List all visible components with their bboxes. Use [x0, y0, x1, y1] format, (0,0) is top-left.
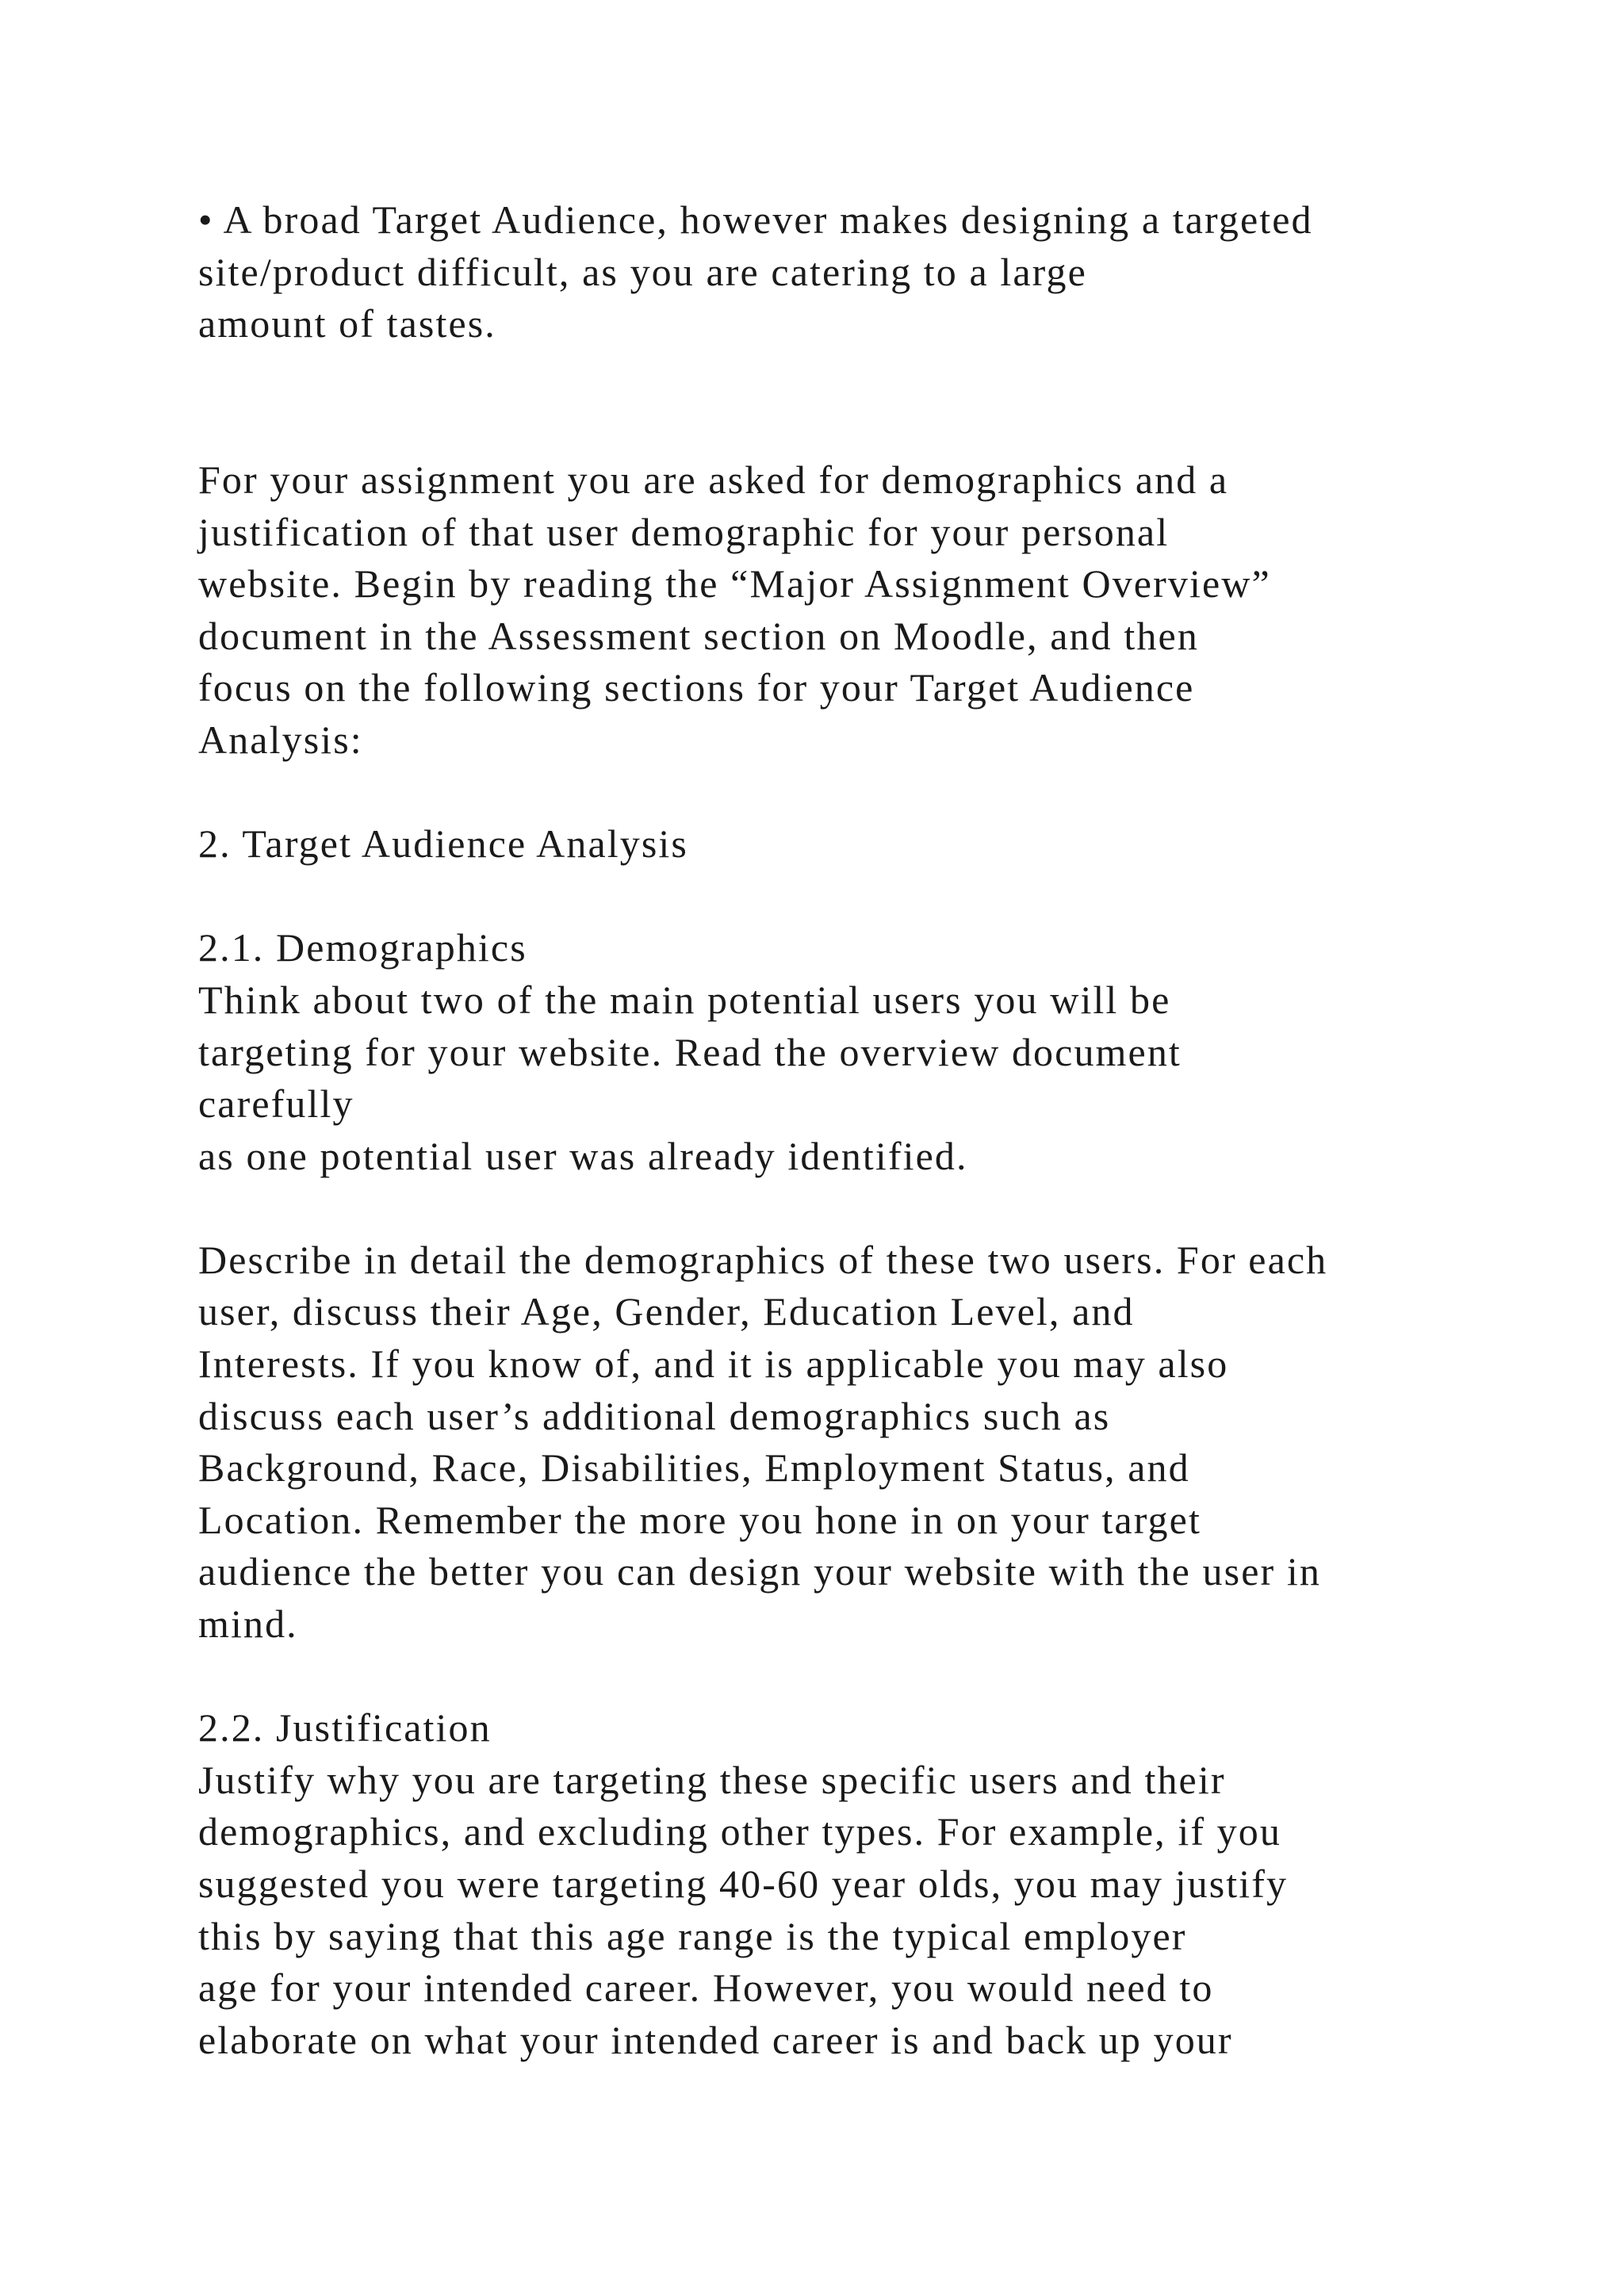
text-line: Justify why you are targeting these specific users and their	[198, 1757, 1226, 1802]
text-line: user, discuss their Age, Gender, Education Level, and	[198, 1289, 1135, 1334]
demographics-heading: 2.1. Demographics	[198, 925, 527, 970]
text-line: Location. Remember the more you hone in on your target	[198, 1497, 1201, 1542]
paragraph-gap	[198, 1182, 1499, 1234]
text-line: • A broad Target Audience, however makes designing a targeted	[198, 197, 1313, 242]
text-line: amount of tastes.	[198, 301, 496, 346]
text-line: audience the better you can design your website with the user in	[198, 1549, 1321, 1594]
intro-paragraph	[198, 454, 1499, 767]
text-line: age for your intended career. However, you would need to	[198, 1965, 1214, 2011]
paragraph-gap	[198, 1651, 1499, 1703]
text-line: suggested you were targeting 40-60 year olds, you may justify	[198, 1862, 1289, 1906]
justification-paragraph	[198, 1755, 1499, 2067]
text-line: discuss each user’s additional demographics such as	[198, 1393, 1111, 1438]
text-line: document in the Assessment section on Moodle, and then	[198, 613, 1199, 658]
text-line: as one potential user was already identified.	[198, 1133, 968, 1178]
text-line: justification of that user demographic for your personal	[198, 509, 1170, 554]
paragraph-gap	[198, 402, 1499, 454]
text-line: targeting for your website. Read the overview document	[198, 1029, 1182, 1074]
text-line: Think about two of the main potential users you will be	[198, 977, 1171, 1022]
text-line: elaborate on what your intended career is and back up your	[198, 2017, 1233, 2062]
describe-paragraph	[198, 1234, 1499, 1651]
bullet-paragraph	[198, 194, 1499, 350]
text-line: demographics, and excluding other types. For example, if you	[198, 1809, 1281, 1854]
text-line: Background, Race, Disabilities, Employment Status, and	[198, 1445, 1190, 1490]
text-line: Interests. If you know of, and it is applicable you may also	[198, 1341, 1229, 1387]
text-line: focus on the following sections for your Target Audience	[198, 665, 1195, 710]
paragraph-gap	[198, 871, 1499, 923]
text-line: Analysis:	[198, 717, 363, 762]
text-line: mind.	[198, 1601, 298, 1647]
text-line: website. Begin by reading the “Major Assignment Overview”	[198, 561, 1271, 607]
document-body	[198, 194, 1499, 2066]
text-line: carefully	[198, 1081, 354, 1127]
section-heading: 2. Target Audience Analysis	[198, 821, 688, 867]
paragraph-gap	[198, 767, 1499, 819]
text-line: Describe in detail the demographics of these two users. For each	[198, 1237, 1328, 1282]
justification-heading: 2.2. Justification	[198, 1705, 492, 1751]
demographics-paragraph	[198, 974, 1499, 1182]
text-line: site/product difficult, as you are catering to a large	[198, 249, 1087, 294]
text-line: For your assignment you are asked for demographics and a	[198, 457, 1229, 502]
text-line: this by saying that this age range is the typical employer	[198, 1913, 1187, 1958]
paragraph-gap	[198, 350, 1499, 403]
